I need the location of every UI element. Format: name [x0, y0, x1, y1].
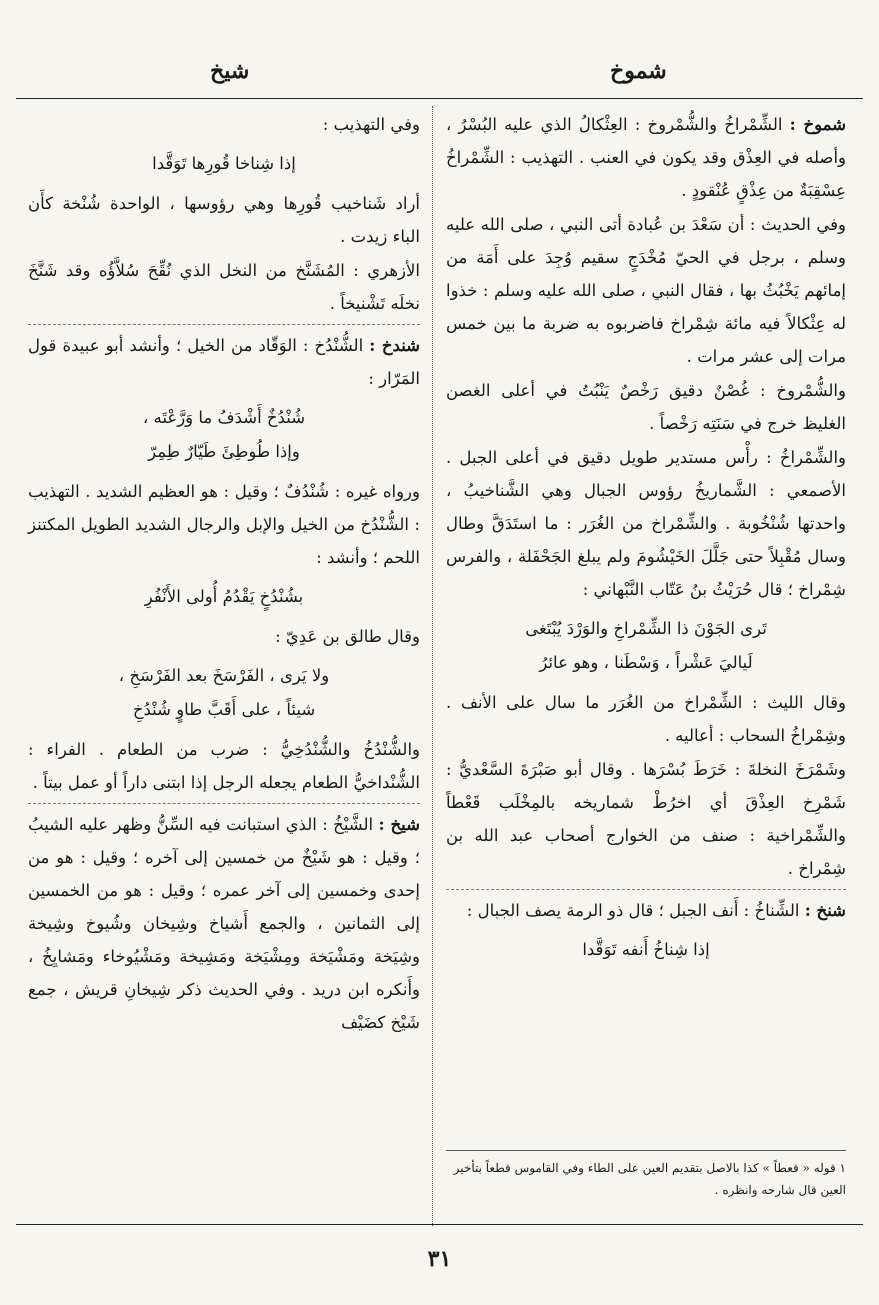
entry-term: شنخ :: [804, 901, 846, 920]
paragraph: الأزهري : المُشَنَّخ من النخل الذي نُقِّحَ سُلاَّؤُه وقد شَنَّخَ نخلَه تَشْنيخاً .: [28, 261, 420, 313]
paragraph: وفي الحديث : أن سَعْدَ بن عُبادة أتى النبي ، صلى الله عليه وسلم ، برجل في الحيّ مُخْدَجٍ سقيم وُجِدَ على أَمَة من إمائهم يَخْبُثُ بها ، فقال النبي ، صلى الله عليه وسلم : خذوا له عِثْكالاً فيه مائة شِمْراخ فاضربوه به ضربة ما بين خمس مرات إلى عشر مرات .: [446, 215, 846, 366]
paragraph: وقال الليث : الشِّمْراخ من الغُرَر ما سال على الأنف . وشِمْراخُ السحاب : أعاليه .: [446, 693, 846, 745]
right-column: [446, 108, 846, 973]
paragraph: والشِّمْراخُ : رأْس مستدير طويل دقيق في أعلى الجبل . الأصمعي : الشَّماريخُ رؤوس الجبال وهي الشَّناخيبُ ، واحدتها شُنْخُوبة . والشِّمْراخ من الغُرَر : ما استَدَقَّ وطال وسال مُقْبِلاً حتى جَلَّلَ الخَيْشُومَ ولم يبلغ الجَحْفَلة ، والفرس شِمْراخ ؛ قال حُرَيْثُ بنُ عَتّاب النَّبْهاني :: [446, 448, 846, 599]
paragraph: وقال طالق بن عَدِيّ :: [275, 627, 420, 646]
verse: [28, 147, 420, 181]
verse-line: شُنْدُخٌ أَشْدَفُ ما وَرَّعْتَه ،: [142, 408, 306, 427]
paragraph: وشَمْرَخَ النخلةَ : خَرَطَ بُسْرَها . وقال أبو صَبْرَةَ السَّعْديُّ : شَمْرِخ العِذْقَ أي اخرُطْ شماريخه بالمِخْلَب قَعْطاً والشِّمْراخية : صنف من الخوارج أصحاب عبد الله بن شِمْراخ .: [446, 760, 846, 878]
entry-shumukh: [446, 108, 846, 207]
footnote: ١ قوله « قعطاً » كذا بالاصل بتقديم العين على الطاء وفي القاموس قطعاً بتأخير العين قال شارحه وانظره .: [446, 1150, 846, 1201]
verse: [28, 401, 420, 469]
entry-separator: [28, 324, 420, 325]
left-column: [28, 108, 420, 1039]
entry-term: شيخ :: [378, 815, 420, 834]
entry-text: الشُّنْدُخ : الوَقّاد من الخيل ؛ وأنشد أبو عبيدة قول المَرّار :: [28, 336, 420, 388]
verse: [446, 612, 846, 680]
verse-line: إذا شِناخا قُورِها تَوَقَّدا: [152, 154, 296, 173]
entry-term: شموخ :: [789, 115, 847, 134]
verse: [28, 659, 420, 727]
entry-shundukh: [28, 329, 420, 395]
entry-shanakh: [446, 894, 846, 927]
verse: [28, 580, 420, 614]
running-head-right: شموخ: [610, 58, 667, 84]
entry-separator: [28, 803, 420, 804]
entry-text: الشِّناخُ : أَنف الجبل ؛ قال ذو الرمة يصف الجبال :: [466, 901, 800, 920]
paragraph: ورواه غيره : شُنْدُفٌ ؛ وقيل : هو العظيم الشديد . التهذيب : الشُّنْدُخ من الخيل والإبل والرجال الشديد الطويل المكتنز اللحم ؛ وأنشد :: [28, 482, 420, 567]
paragraph: والشُّنْدُخُ والشُّنْدُخِيُّ : ضرب من الطعام . الفراء : الشُّنْداخيُّ الطعام يجعله الرجل إذا ابتنى داراً أو عمل بيتاً .: [28, 740, 420, 792]
paragraph: أراد شَناخيب قُورِها وهي رؤوسها ، الواحدة شُنْخة كأَن الباء زيدت .: [28, 194, 420, 246]
entry-separator: [446, 889, 846, 890]
entry-term: شندخ :: [369, 336, 420, 355]
paragraph: وفي التهذيب :: [322, 115, 420, 134]
entry-shaykh: [28, 808, 420, 1039]
verse-line: بشُنْدُخٍ يَقْدُمُ أُولى الأَنْفُرِ: [144, 587, 304, 606]
verse-line: إذا شِناخُ أَنفه تَوَقَّدا: [582, 940, 710, 959]
verse-line: شيئاً ، على أَقَبَّ طاوٍ شُنْدُخِ: [132, 700, 316, 719]
page-number: ٣١: [427, 1246, 452, 1272]
running-head-left: شيخ: [210, 58, 250, 84]
verse-line: وإذا طُوطِئَ طَيّارٌ طِمِرّ: [148, 442, 300, 461]
header-rule: [16, 98, 863, 99]
column-divider: [432, 106, 433, 1226]
entry-text: الشَّيْخُ : الذي استبانت فيه السِّنُّ وظهر عليه الشيبُ ؛ وقيل : هو شَيْخٌ من خمسين إلى آخره ؛ وقيل : هو من إحدى وخمسين إلى آخر عمره ؛ وقيل : هو من الخمسين إلى الثمانين ، والجمع أَشياخ وشِيخان وشُيوخ وشِيخة وشِيَخة ومَشْيَخة ومِشْيَخة ومَشِيخة ومَشْيُوخاء ومَشايِخُ ، وأَنكره ابن دريد . وفي الحديث ذكر شِيخانِ قريش ، جمع شَيْخ كضَيْف: [28, 815, 420, 1032]
paragraph: والشُّمْروخ : غُصْنٌ دقيق رَخْصٌ يَنْبُتُ في أعلى الغصن الغليظ خرج في سَنَتِه رَخْصاً .: [446, 381, 846, 433]
verse-line: ولا يَرى ، الفَرْسَخَ بعد الفَرْسَخِ ،: [118, 666, 330, 685]
verse-line: لَياليَ عَشْراً ، وَسْطَنا ، وهو عائرُ: [539, 653, 753, 672]
verse: [446, 933, 846, 967]
footer-rule: [16, 1224, 863, 1225]
verse-line: تَرى الجَوْنَ ذا الشِّمْراخِ والوَرْدَ يُبْتَغى: [525, 619, 767, 638]
entry-text: الشِّمْراخُ والشُّمْروخ : العِثْكالُ الذي عليه البُسْرُ ، وأصله في العِذْق وقد يكون في العنب . التهذيب : الشِّمْراخُ عِسْقِبَةٌ من عِذْقٍ عُنْقودٍ .: [446, 115, 846, 200]
